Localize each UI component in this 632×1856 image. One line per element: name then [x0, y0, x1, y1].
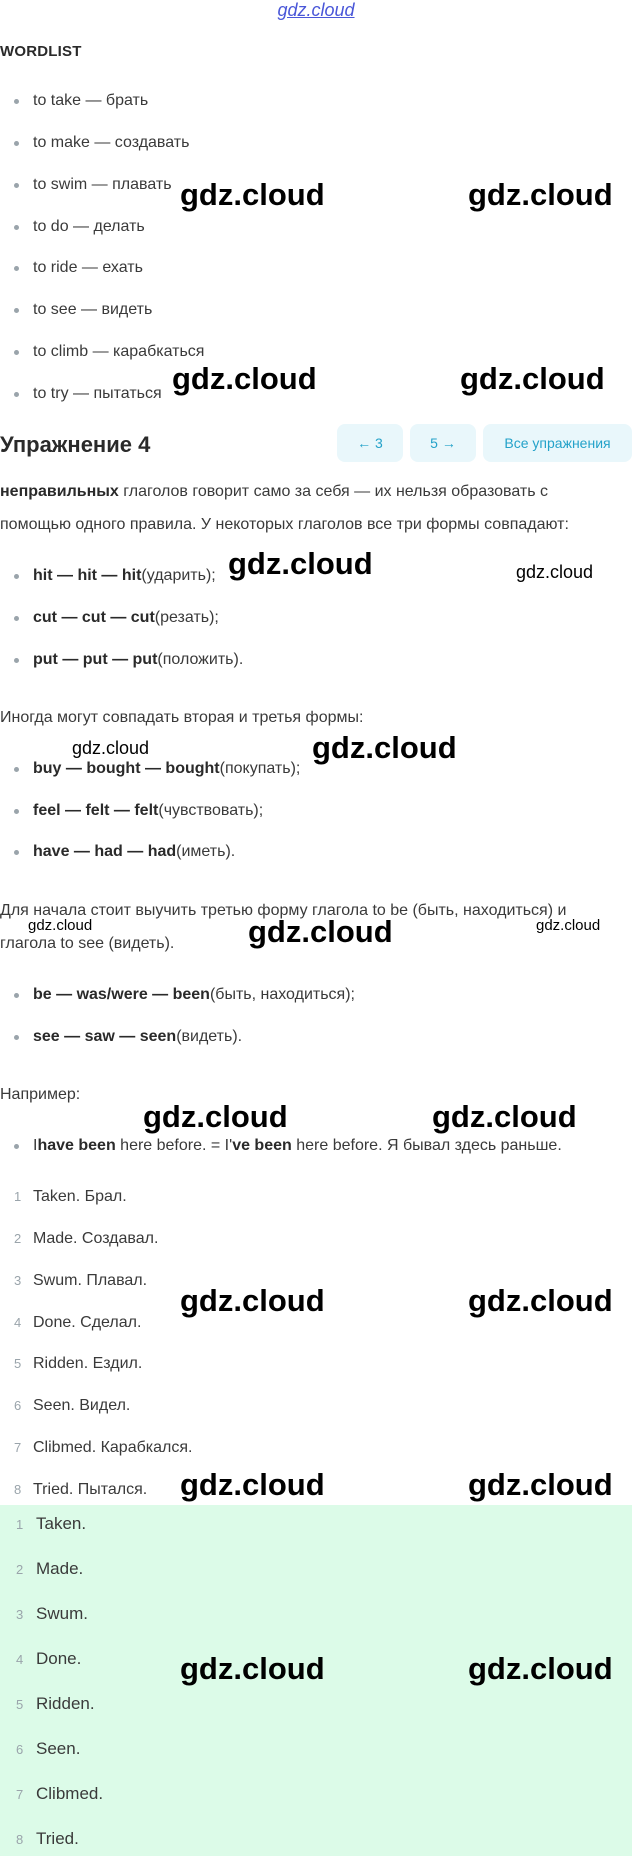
begin-line-2: глагола to see (видеть). — [0, 935, 175, 952]
answer-item: 6 Seen. — [16, 1739, 81, 1758]
begin-line-1: Для начала стоит выучить третью форму глагола to be (быть, находиться) и — [0, 902, 567, 919]
watermark: gdz.cloud — [468, 1467, 613, 1502]
verb-forms-item: see — saw — seen (видеть). — [14, 1028, 242, 1046]
bullet-icon — [14, 993, 19, 998]
bullet-icon — [14, 1144, 19, 1149]
site-link[interactable]: gdz.cloud — [277, 0, 355, 20]
bullet-icon — [14, 308, 19, 313]
watermark: gdz.cloud — [172, 361, 317, 396]
wordlist-item: to try — пытаться — [14, 385, 162, 403]
wordlist-item: to ride — ехать — [14, 259, 143, 277]
bullet-icon — [14, 1035, 19, 1040]
bullet-icon — [14, 809, 19, 814]
exercise-title: Упражнение 4 — [0, 432, 151, 457]
watermark: gdz.cloud — [180, 1651, 325, 1686]
answer-item: 1 Taken. — [16, 1514, 87, 1533]
watermark: gdz.cloud — [248, 914, 393, 949]
watermark: gdz.cloud — [468, 177, 613, 212]
watermark: gdz.cloud — [516, 562, 594, 582]
example-label: Например: — [0, 1086, 81, 1103]
verb-forms-item: be — was/were — been (быть, находиться); — [14, 986, 355, 1004]
watermark: gdz.cloud — [28, 917, 93, 934]
bullet-icon — [14, 99, 19, 104]
watermark: gdz.cloud — [312, 730, 457, 765]
watermark: gdz.cloud — [228, 546, 373, 581]
prev-exercise-button[interactable]: ← 3 — [337, 424, 403, 462]
translation-item: 6 Seen. Видел. — [14, 1397, 131, 1414]
answer-item: 3 Swum. — [16, 1604, 88, 1623]
answer-item: 2 Made. — [16, 1559, 84, 1578]
translation-item: 1 Taken. Брал. — [14, 1188, 127, 1205]
translation-item: 7 Clibmed. Карабкался. — [14, 1439, 193, 1456]
watermark: gdz.cloud — [468, 1651, 613, 1686]
wordlist-item: to swim — плавать — [14, 176, 172, 194]
translation-item: 8 Tried. Пытался. — [14, 1481, 148, 1498]
bullet-icon — [14, 392, 19, 397]
verb-forms-item: feel — felt — felt (чувствовать); — [14, 802, 263, 820]
bullet-icon — [14, 141, 19, 146]
verb-forms-item: put — put — put (положить). — [14, 651, 243, 669]
watermark: gdz.cloud — [432, 1099, 577, 1134]
bullet-icon — [14, 767, 19, 772]
watermark: gdz.cloud — [180, 1467, 325, 1502]
watermark: gdz.cloud — [460, 361, 605, 396]
bullet-icon — [14, 850, 19, 855]
watermark: gdz.cloud — [180, 1283, 325, 1318]
translation-item: 4 Done. Сделал. — [14, 1314, 142, 1331]
verb-forms-item: hit — hit — hit (ударить); — [14, 567, 216, 585]
watermark: gdz.cloud — [72, 738, 150, 758]
bullet-icon — [14, 658, 19, 663]
bullet-icon — [14, 266, 19, 271]
example-sentence: I have been here before. = I' ve been here before. Я бывал здесь раньше. — [14, 1137, 562, 1155]
wordlist-item: to make — создавать — [14, 134, 189, 152]
next-exercise-button[interactable]: 5 → — [410, 424, 476, 462]
watermark: gdz.cloud — [468, 1283, 613, 1318]
translation-item: 2 Made. Создавал. — [14, 1230, 159, 1247]
answer-item: 4 Done. — [16, 1649, 82, 1668]
wordlist-item: to see — видеть — [14, 301, 152, 319]
second-third-intro: Иногда могут совпадать вторая и третья формы: — [0, 709, 364, 726]
wordlist-item: to take — брать — [14, 92, 148, 110]
answer-item: 5 Ridden. — [16, 1694, 95, 1713]
bullet-icon — [14, 225, 19, 230]
verb-forms-item: buy — bought — bought (покупать); — [14, 760, 300, 778]
bullet-icon — [14, 183, 19, 188]
watermark: gdz.cloud — [143, 1099, 288, 1134]
translation-item: 5 Ridden. Ездил. — [14, 1355, 143, 1372]
bullet-icon — [14, 350, 19, 355]
all-exercises-button[interactable]: Все упражнения — [483, 424, 632, 462]
wordlist-item: to climb — карабкаться — [14, 343, 204, 361]
verb-forms-item: cut — cut — cut (резать); — [14, 609, 219, 627]
answer-item: 8 Tried. — [16, 1829, 79, 1848]
watermark: gdz.cloud — [180, 177, 325, 212]
answer-item: 7 Clibmed. — [16, 1784, 104, 1803]
intro-line-2: помощью одного правила. У некоторых глаголов все три формы совпадают: — [0, 516, 569, 533]
bullet-icon — [14, 616, 19, 621]
wordlist-title: WORDLIST — [0, 43, 82, 60]
translation-item: 3 Swum. Плавал. — [14, 1272, 148, 1289]
watermark: gdz.cloud — [536, 917, 601, 934]
verb-forms-item: have — had — had (иметь). — [14, 843, 235, 861]
bullet-icon — [14, 574, 19, 579]
intro-line-1: неправильных глаголов говорит само за себя — их нельзя образовать с — [0, 483, 548, 500]
wordlist-item: to do — делать — [14, 218, 145, 236]
